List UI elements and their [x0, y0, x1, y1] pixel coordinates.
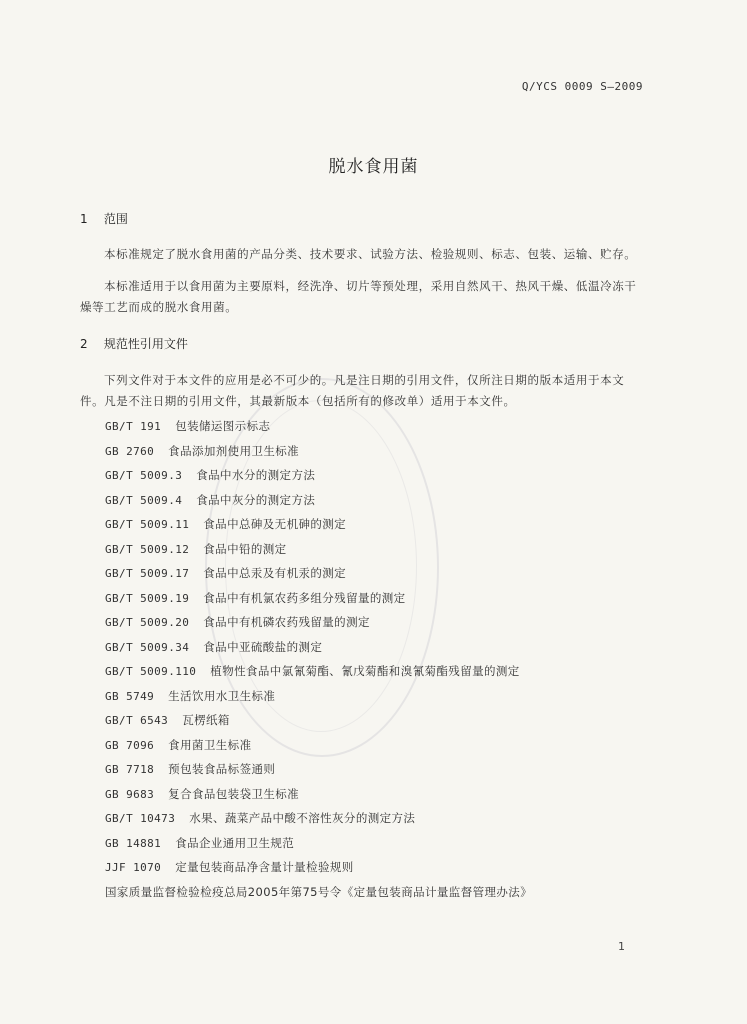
- reference-item: [105, 488, 645, 513]
- reference-item: [105, 537, 645, 562]
- reference-title: 食品添加剂使用卫生标准: [168, 443, 300, 458]
- reference-title: 植物性食品中氯氰菊酯、氰戊菊酯和溴氰菊酯残留量的测定: [210, 664, 520, 678]
- reference-code: GB/T 5009.12: [105, 542, 190, 556]
- reference-title: 瓦楞纸箱: [182, 713, 230, 727]
- reference-item: [105, 512, 645, 537]
- reference-title: 食品中水分的测定方法: [196, 468, 316, 482]
- section-1-number: 1: [80, 212, 88, 226]
- page-number: 1: [618, 940, 625, 953]
- document-title: 脱水食用菌: [328, 157, 419, 177]
- standard-code: Q/YCS 0009 S—2009: [521, 80, 643, 93]
- reference-code: GB/T 5009.17: [105, 567, 190, 580]
- reference-item: [105, 782, 645, 807]
- section-2-number: 2: [80, 337, 88, 351]
- reference-item: [105, 610, 645, 635]
- reference-item: [105, 708, 645, 733]
- reference-item: [105, 855, 645, 880]
- scope-paragraph-2: 本标准适用于以食用菌为主要原料，经洗净、切片等预处理，采用自然风干、热风干燥、低温冷冻干燥等工艺而成的脱水食用菌。: [80, 279, 637, 314]
- reference-title: 水果、蔬菜产品中酸不溶性灰分的测定方法: [189, 811, 416, 825]
- reference-code: GB 7718: [105, 763, 155, 776]
- reference-item: [105, 414, 645, 439]
- reference-item: [105, 635, 645, 660]
- reference-title: 食品中有机氯农药多组分残留量的测定: [203, 590, 406, 605]
- reference-title: 食品中亚硫酸盐的测定: [203, 639, 323, 654]
- section-1-title: 范围: [103, 212, 128, 226]
- reference-title: 食品中灰分的测定方法: [196, 492, 316, 507]
- reference-code: GB 14881: [105, 836, 162, 850]
- reference-item: [105, 439, 645, 464]
- reference-title: 食品中总汞及有机汞的测定: [203, 566, 347, 580]
- reference-title: 定量包装商品净含量计量检验规则: [175, 860, 354, 874]
- reference-code: GB/T 5009.11: [105, 518, 190, 531]
- reference-title: 复合食品包装袋卫生标准: [168, 786, 300, 801]
- section-1-heading: [80, 210, 128, 227]
- reference-code: GB/T 5009.34: [105, 640, 190, 654]
- reference-code: GB/T 5009.20: [105, 616, 190, 629]
- reference-item: [105, 561, 645, 586]
- section-2-title: 规范性引用文件: [103, 337, 188, 351]
- reference-code: GB 7096: [105, 738, 155, 752]
- reference-title: 食品企业通用卫生规范: [175, 835, 295, 850]
- reference-title: 食品中铅的测定: [203, 541, 287, 556]
- reference-title: 食品中总砷及无机砷的测定: [203, 517, 347, 531]
- reference-title: 食品中有机磷农药残留量的测定: [203, 615, 370, 629]
- reference-code: GB/T 5009.4: [105, 493, 183, 507]
- reference-code: GB/T 5009.3: [105, 469, 183, 482]
- reference-list: [105, 414, 645, 904]
- reference-code: GB/T 5009.110: [105, 665, 197, 678]
- reference-code: GB/T 6543: [105, 714, 169, 727]
- reference-item: [105, 806, 645, 831]
- reference-title: 国家质量监督检验检疫总局2005年第75号令《定量包装商品计量监督管理办法》: [105, 884, 533, 899]
- reference-code: GB 2760: [105, 444, 155, 458]
- reference-code: GB/T 10473: [105, 812, 176, 825]
- reference-code: GB/T 5009.19: [105, 591, 190, 605]
- reference-code: GB/T 191: [105, 420, 162, 433]
- reference-item: [105, 733, 645, 758]
- reference-title: 预包装食品标签通则: [168, 762, 276, 776]
- reference-title: 包装储运图示标志: [175, 419, 271, 433]
- reference-item: [105, 659, 645, 684]
- reference-title: 生活饮用水卫生标准: [168, 688, 276, 703]
- reference-item: [105, 586, 645, 611]
- references-intro: 下列文件对于本文件的应用是必不可少的。凡是注日期的引用文件，仅所注日期的版本适用于本文件。凡是不注日期的引用文件，其最新版本（包括所有的修改单）适用于本文件。: [80, 373, 625, 408]
- reference-item: [105, 880, 645, 905]
- reference-item: [105, 831, 645, 856]
- scope-paragraph-1: 本标准规定了脱水食用菌的产品分类、技术要求、试验方法、检验规则、标志、包装、运输、贮存。: [104, 247, 637, 261]
- reference-item: [105, 463, 645, 488]
- reference-item: [105, 757, 645, 782]
- reference-code: JJF 1070: [105, 861, 162, 874]
- reference-item: [105, 684, 645, 709]
- section-2-heading: [80, 335, 188, 352]
- reference-code: GB 5749: [105, 689, 155, 703]
- reference-code: GB 9683: [105, 787, 155, 801]
- reference-title: 食用菌卫生标准: [168, 737, 252, 752]
